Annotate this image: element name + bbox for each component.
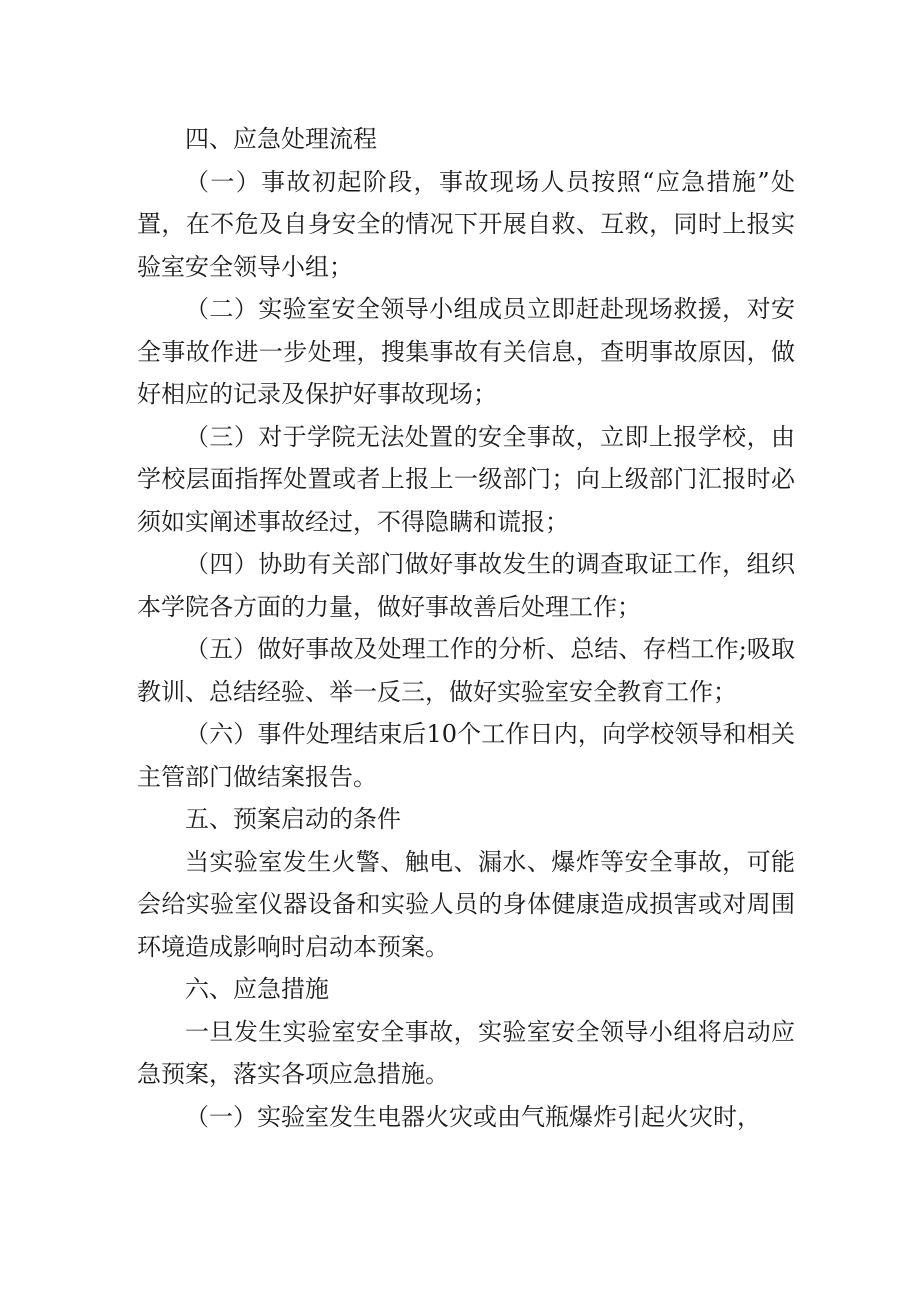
paragraph-measures-intro: 一旦发生实验室安全事故，实验室安全领导小组将启动应急预案，落实各项应急措施。 xyxy=(137,1017,795,1088)
document-body xyxy=(137,118,795,1138)
paragraph-step-2: （二）实验室安全领导小组成员立即赶赴现场救援，对安全事故作进一步处理，搜集事故有关信息，查明事故原因，做好相应的记录及保护好事故现场； xyxy=(137,295,795,408)
section-heading-emergency-measures: 六、应急措施 xyxy=(185,975,329,1003)
paragraph-activation-conditions: 当实验室发生火警、触电、漏水、爆炸等安全事故，可能会给实验室仪器设备和实验人员的身体健康造成损害或对周围环境造成影响时启动本预案。 xyxy=(137,847,795,961)
paragraph-step-1: （一）事故初起阶段，事故现场人员按照“应急措施”处置，在不危及自身安全的情况下开展自救、互救，同时上报实验室安全领导小组； xyxy=(137,167,795,281)
paragraph-measure-1: （一）实验室发生电器火灾或由气瓶爆炸引起火灾时， xyxy=(185,1102,761,1131)
paragraph-step-4: （四）协助有关部门做好事故发生的调查取证工作，组织本学院各方面的力量，做好事故善后处理工作； xyxy=(137,550,795,621)
paragraph-step-6: （六）事件处理结束后10个工作日内，向学校领导和相关主管部门做结案报告。 xyxy=(137,720,795,791)
section-heading-activation-conditions: 五、预案启动的条件 xyxy=(185,805,401,833)
paragraph-step-3: （三）对于学院无法处置的安全事故，立即上报学校，由学校层面指挥处置或者上报上一级部门；向上级部门汇报时必须如实阐述事故经过，不得隐瞒和谎报； xyxy=(137,422,795,536)
paragraph-step-5: （五）做好事故及处理工作的分析、总结、存档工作;吸取教训、总结经验、举一反三，做好实验室安全教育工作； xyxy=(137,635,795,706)
section-heading-emergency-process: 四、应急处理流程 xyxy=(185,125,377,153)
